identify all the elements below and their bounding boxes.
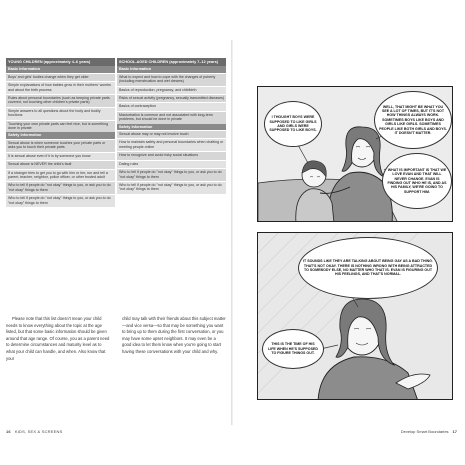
table-cell: Risks of sexual activity (pregnancy, sexually transmitted diseases) xyxy=(117,94,226,102)
table-cell: Sexual abuse is when someone touches your private parts or asks you to touch their private parts xyxy=(6,139,115,152)
page-number: 17 xyxy=(452,429,457,434)
speech-text: IT SOUNDS LIKE THEY ARE TALKING ABOUT BEING GAY AS A BAD THING. THAT'S NOT OKAY. THERE IS NOTHING WRONG WITH BEING ATTRACTED TO SOMEBODY ELSE, NO MATTER WHO THAT IS. EVAN IS FIGURING OUT HIS FEELINGS, AND THAT'S NORMAL. xyxy=(303,259,433,277)
table-cell: How to maintain safety and personal boundaries when chatting or meeting people online xyxy=(117,138,226,151)
table-cell: Touching your own private parts can feel nice, but is something done in private xyxy=(6,120,115,133)
body-text-column-left xyxy=(6,316,110,362)
table-cell: Who to tell if people do "not okay" things to you, or ask you to do "not okay" things to them xyxy=(6,181,115,194)
comic-panel-bottom xyxy=(257,232,453,400)
body-paragraph: child may talk with their friends about this subject matter—and vice versa—so that may be something you want to bring up to them during the first conversation, or you may have some upset neighbors. It may even be a good idea to let them know when you're going to start having these conversations with your child and why. xyxy=(122,316,226,354)
table-cell: Sexual abuse is NEVER the child's fault xyxy=(6,160,115,168)
left-footer xyxy=(6,429,62,434)
table-cell: Rules about personal boundaries (such as keeping private parts covered, not touching other children's private parts) xyxy=(6,94,115,107)
section-header: Basic Information xyxy=(117,66,226,72)
table-cell: How to recognize and avoid risky social situations xyxy=(117,151,226,159)
table-cell: Boys' and girls' bodies change when they get older xyxy=(6,73,115,81)
table-cell: Who to tell if people do "not okay" things to you, or ask you to do "not okay" things to them xyxy=(6,194,115,207)
section-header: Basic Information xyxy=(6,66,115,72)
column-header: YOUNG CHILDREN (approximately 4–6 years) xyxy=(6,58,115,66)
running-title: KIDS, SEX & SCREENS xyxy=(14,429,63,434)
speech-bubble-mother xyxy=(298,237,438,299)
speech-text: THIS IS THE TIME OF HIS LIFE WHEN HE'S SUPPOSED TO FIGURE THINGS OUT. xyxy=(268,342,318,356)
column-header: SCHOOL-AGED CHILDREN (approximately 7–12 years) xyxy=(117,58,226,66)
speech-text: I THOUGHT BOYS WERE SUPPOSED TO LIKE GIRLS AND GIRLS WERE SUPPOSED TO LIKE BOYS. xyxy=(269,115,317,133)
body-paragraph: Please note that this list doesn't mean your child needs to know everything about the topic at the age listed, but that some basic information should be given around that age range. Of course, you as a parent need to determine circumstances and maturity level as to what your child can handle, and when. Also know that your xyxy=(6,316,110,361)
school-aged-children-column xyxy=(117,58,226,306)
young-children-column xyxy=(6,58,115,306)
running-title: Develop Smart Boundaries xyxy=(400,429,449,434)
table-cell: Who to tell if people do "not okay" things to you, or ask you to do "not okay" things to them xyxy=(117,168,226,181)
body-text-column-right xyxy=(122,316,226,356)
table-cell: It is sexual abuse even if it is by someone you know xyxy=(6,152,115,160)
left-page xyxy=(0,0,232,465)
speech-text: WELL, THAT MIGHT BE WHAT YOU SEE A LOT OF TIMES, BUT IT'S NOT HOW THINGS ALWAYS WORK. SOMETIMES BOYS LIKE BOYS AND GIRLS LIKE GIRLS. SOMETIMES PEOPLE LIKE BOTH GIRLS AND BOYS. IT DOESN'T MATTER. xyxy=(379,104,447,136)
table-cell: What to expect and how to cope with the changes of puberty (including menstruation and wet dreams) xyxy=(117,73,226,86)
table-cell: Masturbation is common and not associated with long-term problems, but should be done in private xyxy=(117,111,226,124)
speech-bubble-child xyxy=(264,101,322,147)
table-cell: If a stranger tries to get you to go with him or her, run and tell a parent, teacher, neighbor, police officer, or other trusted adult xyxy=(6,169,115,182)
comic-panel-top xyxy=(257,86,453,222)
table-cell: Simple answers to all questions about the body and bodily functions xyxy=(6,107,115,120)
section-header: Safety Information xyxy=(6,132,115,138)
table-cell: Sexual abuse may or may not involve touch xyxy=(117,130,226,138)
table-cell: Who to tell if people do "not okay" things to you, or ask you to do "not okay" things to them xyxy=(117,181,226,194)
section-header: Safety Information xyxy=(117,124,226,130)
right-page xyxy=(233,0,465,465)
table-cell: Basics of contraception xyxy=(117,102,226,110)
table-cell: Simple explanations of how babies grow in their mothers' wombs and about the birth process xyxy=(6,81,115,94)
right-footer xyxy=(401,429,457,434)
speech-bubble-mother xyxy=(374,91,452,149)
table-cell: Basics of reproduction, pregnancy, and childbirth xyxy=(117,86,226,94)
speech-bubble-mother xyxy=(382,153,452,209)
table-cell: Dating rules xyxy=(117,160,226,168)
speech-bubble-mother xyxy=(262,329,324,369)
age-topics-table xyxy=(6,58,226,306)
speech-text: WHAT IS IMPORTANT IS THAT WE LOVE EVAN AND THAT WILL NEVER CHANGE. EVAN IS FINDING OUT WHO HE IS, AND AS HIS FAMILY, WE'RE GOING TO SUPPORT HIM. xyxy=(387,167,447,194)
page-number: 16 xyxy=(6,429,11,434)
